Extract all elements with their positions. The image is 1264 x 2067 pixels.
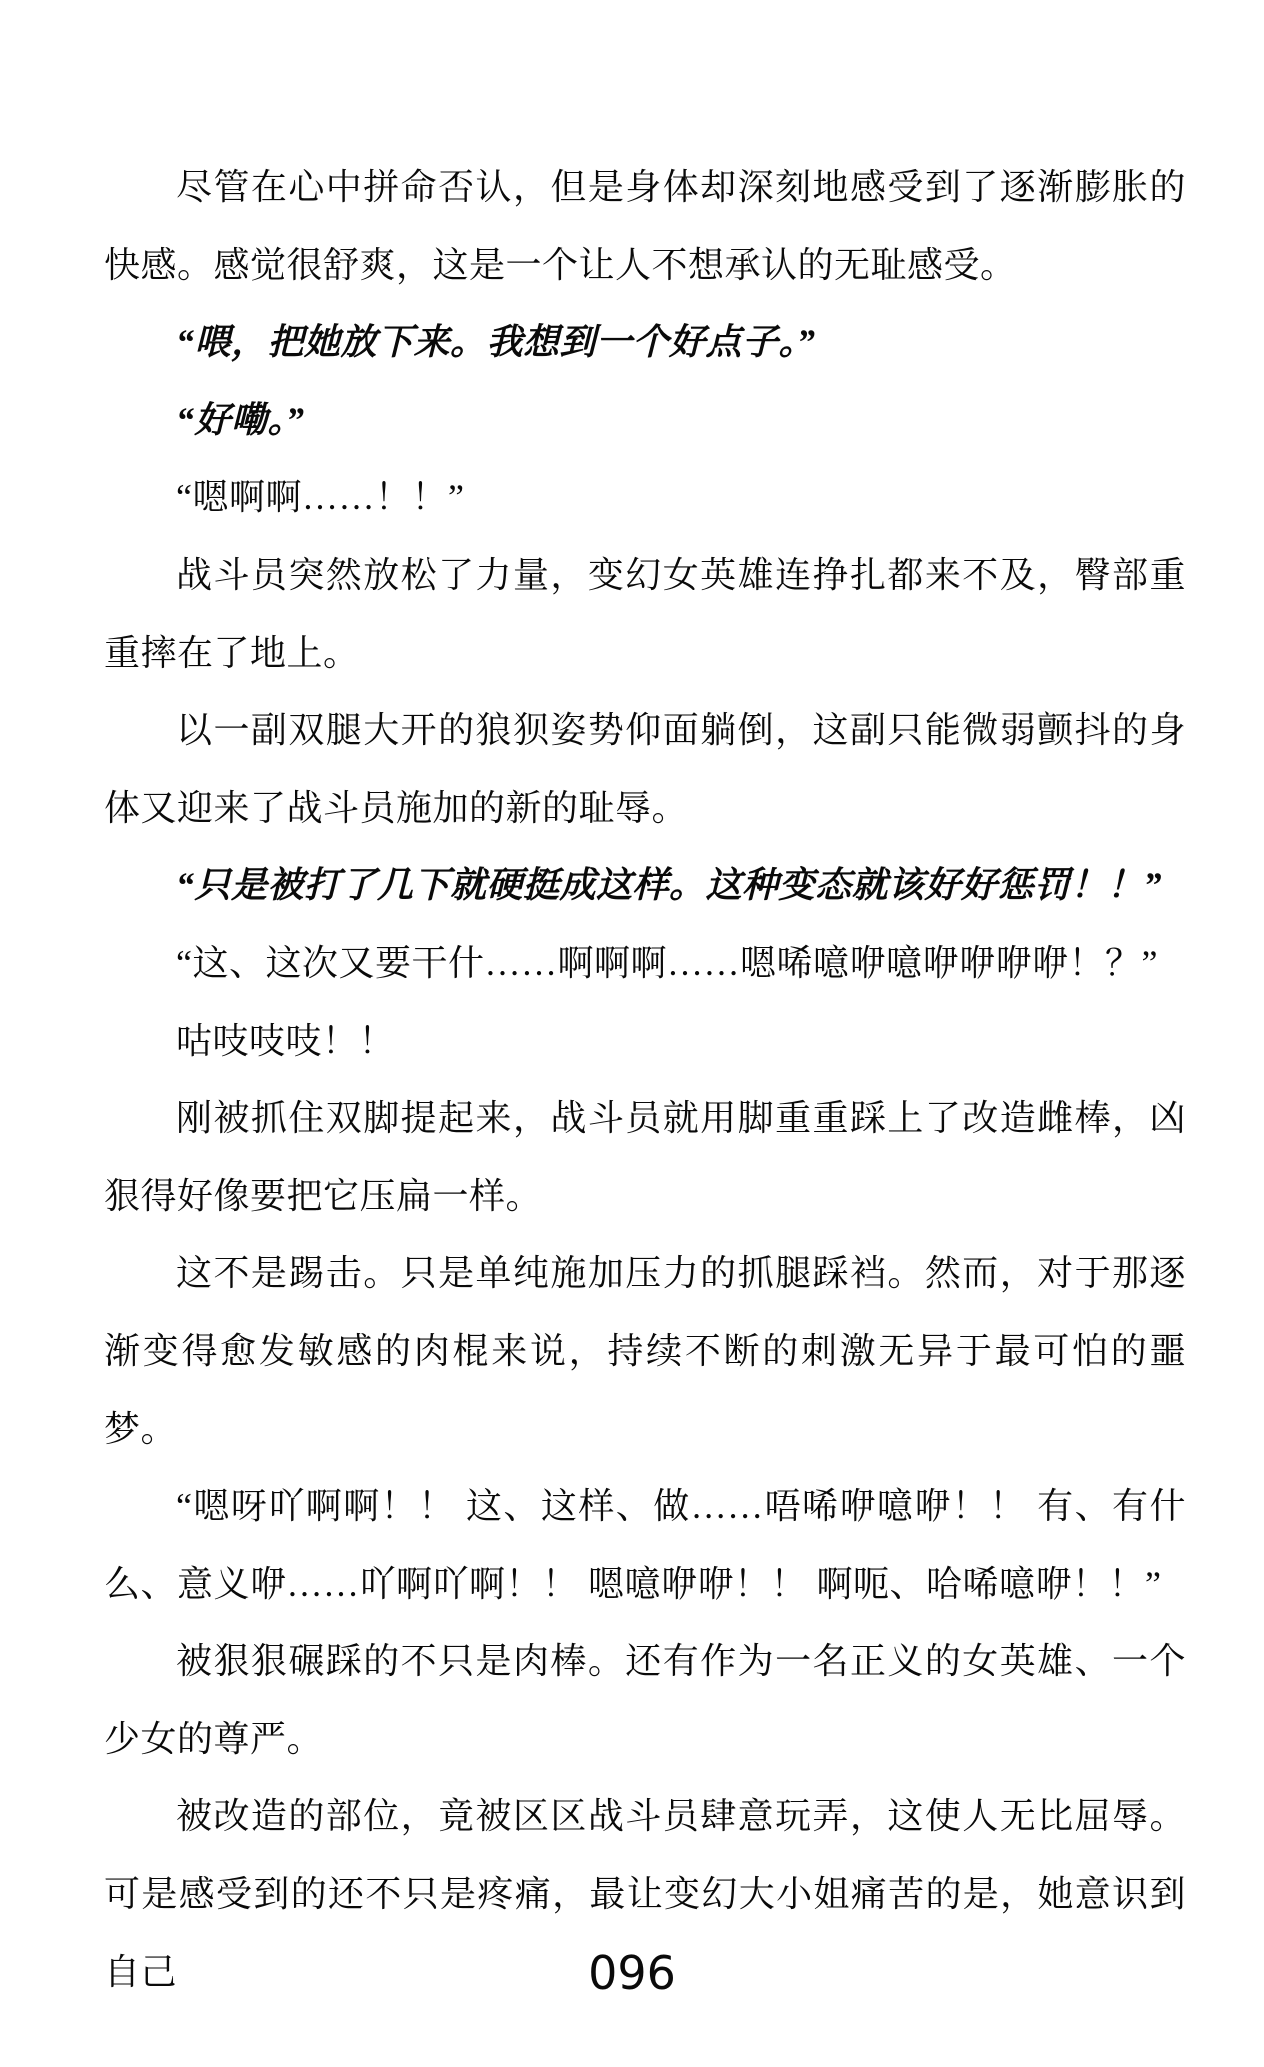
body-paragraph: 被改造的部位，竟被区区战斗员肆意玩弄，这使人无比屈辱。可是感受到的还不只是疼痛，最让变幻大小姐痛苦的是，她意识到自己 [104,1796,1186,1992]
page-number: 096 [588,1946,676,2000]
body-paragraph: 刚被抓住双脚提起来，战斗员就用脚重重踩上了改造雌棒，凶狠得好像要把它压扁一样。 [104,1098,1186,1216]
body-paragraph: 被狠狠碾踩的不只是肉棒。还有作为一名正义的女英雄、一个少女的尊严。 [104,1641,1186,1759]
body-paragraph: 尽管在心中拼命否认，但是身体却深刻地感受到了逐渐膨胀的快感。感觉很舒爽，这是一个让人不想承认的无耻感受。 [104,167,1186,285]
dialogue-paragraph-emphasis: “只是被打了几下就硬挺成这样。这种变态就该好好惩罚！！” [176,865,1163,906]
sfx-paragraph: 咕吱吱吱！！ [176,1020,396,1061]
dialogue-paragraph: “这、这次又要干什……啊啊啊……嗯唏噫咿噫咿咿咿咿！？” [176,942,1158,983]
dialogue-paragraph-emphasis: “好嘞。” [176,399,305,440]
body-paragraph: 以一副双腿大开的狼狈姿势仰面躺倒，这副只能微弱颤抖的身体又迎来了战斗员施加的新的耻辱。 [104,710,1186,828]
body-paragraph: 战斗员突然放松了力量，变幻女英雄连挣扎都来不及，臀部重重摔在了地上。 [104,554,1186,673]
dialogue-paragraph: “嗯啊啊……！！” [176,477,465,518]
page-text-block [104,149,1186,2011]
dialogue-paragraph: “嗯呀吖啊啊！！ 这、这样、做……唔唏咿噫咿！！ 有、有什么、意义咿……吖啊吖啊！！ 嗯噫咿咿！！ 啊呃、哈唏噫咿！！” [104,1486,1186,1604]
body-paragraph: 这不是踢击。只是单纯施加压力的抓腿踩裆。然而，对于那逐渐变得愈发敏感的肉棍来说，持续不断的刺激无异于最可怕的噩梦。 [104,1253,1186,1449]
dialogue-paragraph-emphasis: “喂，把她放下来。我想到一个好点子。” [176,322,816,363]
